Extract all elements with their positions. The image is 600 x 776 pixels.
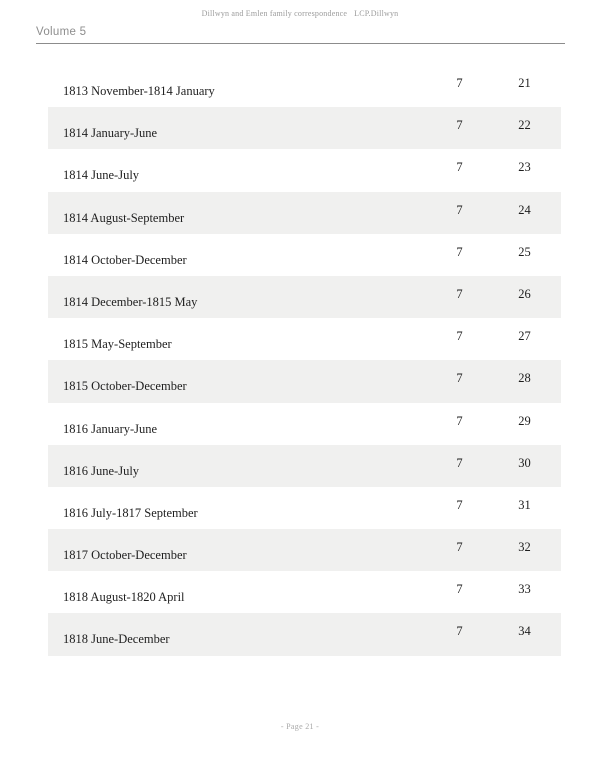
table-row <box>48 529 561 571</box>
folder-number: 23 <box>518 160 531 175</box>
folder-number: 33 <box>518 582 531 597</box>
folder-number: 29 <box>518 413 531 428</box>
running-header <box>0 9 600 18</box>
table-row <box>48 487 561 529</box>
folder-number: 26 <box>518 286 531 301</box>
table-row <box>48 234 561 276</box>
box-number: 7 <box>456 202 463 217</box>
box-number: 7 <box>456 286 463 301</box>
folder-number: 25 <box>518 244 531 259</box>
folder-number: 34 <box>518 624 531 639</box>
table-row <box>48 276 561 318</box>
folder-number: 30 <box>518 455 531 470</box>
folder-number: 21 <box>518 76 531 90</box>
row-title: 1817 October-December <box>63 548 187 563</box>
contents-table <box>48 65 561 656</box>
folder-number: 27 <box>518 329 531 344</box>
row-title: 1816 July-1817 September <box>63 505 198 520</box>
box-number: 7 <box>456 118 463 133</box>
row-title: 1814 June-July <box>63 168 140 183</box>
box-number: 7 <box>456 624 463 639</box>
folder-number: 32 <box>518 540 531 555</box>
folder-number: 22 <box>518 118 531 133</box>
row-title: 1816 January-June <box>63 421 158 436</box>
row-title: 1818 June-December <box>63 632 170 647</box>
table-row <box>48 445 561 487</box>
table-row <box>48 360 561 402</box>
box-number: 7 <box>456 497 463 512</box>
header-divider <box>36 43 565 44</box>
table-row <box>48 571 561 613</box>
table-row <box>48 318 561 360</box>
box-number: 7 <box>456 582 463 597</box>
row-title: 1814 October-December <box>63 252 187 267</box>
section-title: Volume 5 <box>36 26 87 38</box>
table-row <box>48 403 561 445</box>
table-row <box>48 107 561 149</box>
row-title: 1813 November-1814 January <box>63 84 215 98</box>
table-row <box>48 613 561 655</box>
folder-number: 31 <box>518 497 531 512</box>
box-number: 7 <box>456 160 463 175</box>
table-row <box>48 149 561 191</box>
folder-number: 28 <box>518 371 531 386</box>
box-number: 7 <box>456 455 463 470</box>
box-number: 7 <box>456 371 463 386</box>
row-title: 1814 January-June <box>63 126 158 141</box>
page-number-footer: - Page 21 - <box>280 722 320 731</box>
collection-id: LCP.Dillwyn <box>354 9 399 18</box>
row-title: 1815 October-December <box>63 379 187 394</box>
box-number: 7 <box>456 244 463 259</box>
table-row <box>48 192 561 234</box>
row-title: 1816 June-July <box>63 463 140 478</box>
row-title: 1814 December-1815 May <box>63 294 198 309</box>
box-number: 7 <box>456 540 463 555</box>
collection-title: Dillwyn and Emlen family correspondence <box>201 9 348 18</box>
row-title: 1818 August-1820 April <box>63 590 185 605</box>
box-number: 7 <box>456 413 463 428</box>
box-number: 7 <box>456 329 463 344</box>
box-number: 7 <box>456 76 463 90</box>
row-title: 1815 May-September <box>63 337 172 352</box>
row-title: 1814 August-September <box>63 210 185 225</box>
table-row <box>48 65 561 107</box>
folder-number: 24 <box>518 202 531 217</box>
